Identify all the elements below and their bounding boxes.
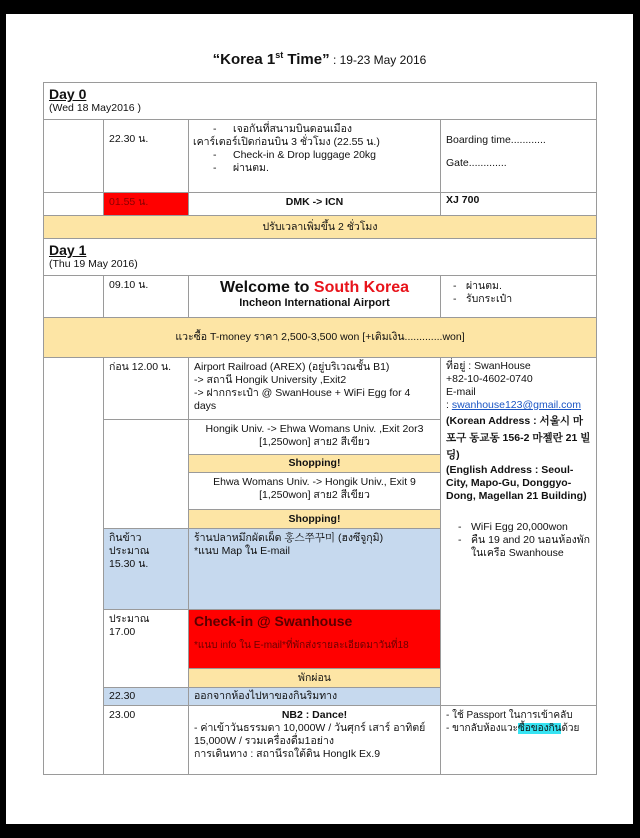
flight-route: DMK -> ICN — [188, 192, 441, 216]
lunch-time-line: ประมาณ — [109, 545, 150, 557]
checkin-title: Check-in @ Swanhouse — [194, 613, 353, 629]
english-address: (English Address : Seoul-City, Mapo-Gu, Donggyo-Dong, Magellan 21 Building) — [446, 464, 587, 502]
accommodation-info — [440, 357, 597, 706]
route2 — [188, 472, 441, 510]
flight-number: XJ 700 — [440, 192, 597, 216]
title-main: “Korea 1 — [212, 51, 276, 68]
day0-row1-notes — [440, 119, 597, 193]
boarding-time: Boarding time............ — [446, 134, 546, 146]
title-superscript: st — [275, 50, 284, 60]
checkin-time-line: 17.00 — [109, 626, 136, 638]
day1-header — [43, 238, 597, 276]
title-dates: : 19-23 May 2016 — [329, 53, 427, 67]
rest-banner: พักผ่อน — [188, 668, 441, 688]
route-time-blank — [103, 419, 189, 529]
club-note: - ใช้ Passport ในการเข้าคลับ — [446, 710, 573, 721]
day0-header — [43, 82, 597, 120]
title-main-end: Time” — [283, 51, 330, 68]
accommodation-note: - คืน 19 and 20 นอนห้องพักในเครือ Swanhouse — [446, 534, 591, 560]
club-details — [188, 705, 441, 775]
day0-row2-blank — [43, 192, 104, 216]
club-title: NB2 : Dance! — [281, 709, 348, 721]
document-title — [6, 50, 633, 68]
club-time: 23.00 — [103, 705, 189, 775]
checkin-note: *แนบ info ใน E-mail*ที่พักส่งรายละเอียดมาวันที่18 — [194, 640, 409, 651]
phone-number: +82-10-4602-0740 — [446, 373, 533, 385]
document-page — [6, 14, 633, 824]
email-link[interactable]: swanhouse123@gmail.com — [451, 399, 581, 411]
activity-item: - เจอกันที่สนามบินดอนเมือง — [193, 123, 436, 136]
arrival-welcome — [188, 275, 441, 318]
day1-date: (Thu 19 May 2016) — [49, 258, 138, 270]
gate: Gate............. — [446, 157, 507, 169]
route1-line1: Hongik Univ. -> Ehwa Womans Univ. ,Exit 2or3 — [205, 423, 424, 435]
club-note-prefix: - ขากลับห้องแวะ — [446, 723, 519, 734]
activity-item: เคาร์เตอร์เปิดก่อนบิน 3 ชั่วโมง (22.55 น.) — [193, 136, 380, 148]
evening-time: 22.30 — [103, 687, 189, 706]
club-note-highlight: ซื้อของกิน — [518, 723, 562, 734]
lunch-time-line: กินข้าว — [109, 532, 142, 544]
evening-activity: ออกจากห้องไปหาของกินริมทาง — [188, 687, 441, 706]
welcome-text: Welcome to — [219, 279, 314, 296]
airport-name: Incheon International Airport — [239, 297, 390, 309]
route1-line2: [1,250won] สาย2 สีเขียว — [259, 436, 370, 448]
route2-line1: Ehwa Womans Univ. -> Hongik Univ., Exit 9 — [213, 476, 416, 488]
shopping1: Shopping! — [188, 454, 441, 473]
email-prefix: : — [446, 399, 452, 411]
day0-heading: Day 0 — [49, 86, 87, 102]
checkin-time — [103, 609, 189, 688]
arrival-item: - รับกระเป๋า — [441, 293, 596, 306]
arrival-item: - ผ่านตม. — [441, 280, 596, 293]
day0-row1-time: 22.30 น. — [103, 119, 189, 193]
shopping2: Shopping! — [188, 509, 441, 529]
arrival-blank — [43, 275, 104, 318]
lunch-time — [103, 528, 189, 610]
route1 — [188, 419, 441, 455]
arrival-time: 09.10 น. — [103, 275, 189, 318]
lunch-place: ร้านปลาหมึกผัดเผ็ด 홍스쭈꾸미 (ฮงซึจูกุมิ) — [194, 532, 384, 544]
flight-time: 01.55 น. — [103, 192, 189, 216]
welcome-country: South Korea — [313, 279, 410, 296]
detail-line: -> ฝากกระเป๋า @ SwanHouse + WiFi Egg for 4 days — [194, 387, 411, 412]
day1-left-blank — [43, 357, 104, 775]
checkin-details — [188, 609, 441, 669]
detail-line: -> สถานี Hongik University ,Exit2 — [194, 374, 347, 386]
before-noon-details — [188, 357, 441, 420]
club-notes — [440, 705, 597, 775]
address-label: ที่อยู่ : SwanHouse — [446, 360, 531, 372]
day0-row1-blank — [43, 119, 104, 193]
email-label: E-mail — [446, 386, 476, 398]
lunch-note: *แนบ Map ใน E-mail — [194, 545, 290, 557]
korean-address: (Korean Address : 서울시 마포구 동교동 156-2 마젤란 21 빌딩) — [446, 415, 591, 461]
before-noon-time: ก่อน 12.00 น. — [103, 357, 189, 420]
club-line: การเดินทาง : สถานีรถใต้ดิน HongIk Ex.9 — [194, 748, 381, 760]
itinerary-table — [43, 82, 597, 775]
accommodation-note: - WiFi Egg 20,000won — [446, 521, 591, 534]
club-line: - ค่าเข้าวันธรรมดา 10,000W / วันศุกร์ เสาร์ อาทิตย์ 15,000W / รวมเครื่องดื่ม1อย่าง — [194, 722, 426, 747]
tmoney-banner: แวะซื้อ T-money ราคา 2,500-3,500 won [+เติมเงิน.............won] — [43, 317, 597, 358]
time-adjust-banner: ปรับเวลาเพิ่มขึ้น 2 ชั่วโมง — [43, 215, 597, 239]
detail-line: Airport Railroad (AREX) (อยู่บริเวณชั้น B1) — [194, 361, 390, 373]
club-note-suffix: ด้วย — [561, 723, 580, 734]
day1-heading: Day 1 — [49, 242, 87, 258]
day0-date: (Wed 18 May2016 ) — [49, 102, 142, 114]
lunch-details — [188, 528, 441, 610]
checkin-time-line: ประมาณ — [109, 613, 150, 625]
route2-line2: [1,250won] สาย2 สีเขียว — [259, 489, 370, 501]
activity-item: - ผ่านตม. — [193, 162, 436, 175]
activity-item: - Check-in & Drop luggage 20kg — [193, 149, 436, 162]
lunch-time-line: 15.30 น. — [109, 558, 149, 570]
arrival-notes — [440, 275, 597, 318]
day0-row1-activities — [188, 119, 441, 193]
